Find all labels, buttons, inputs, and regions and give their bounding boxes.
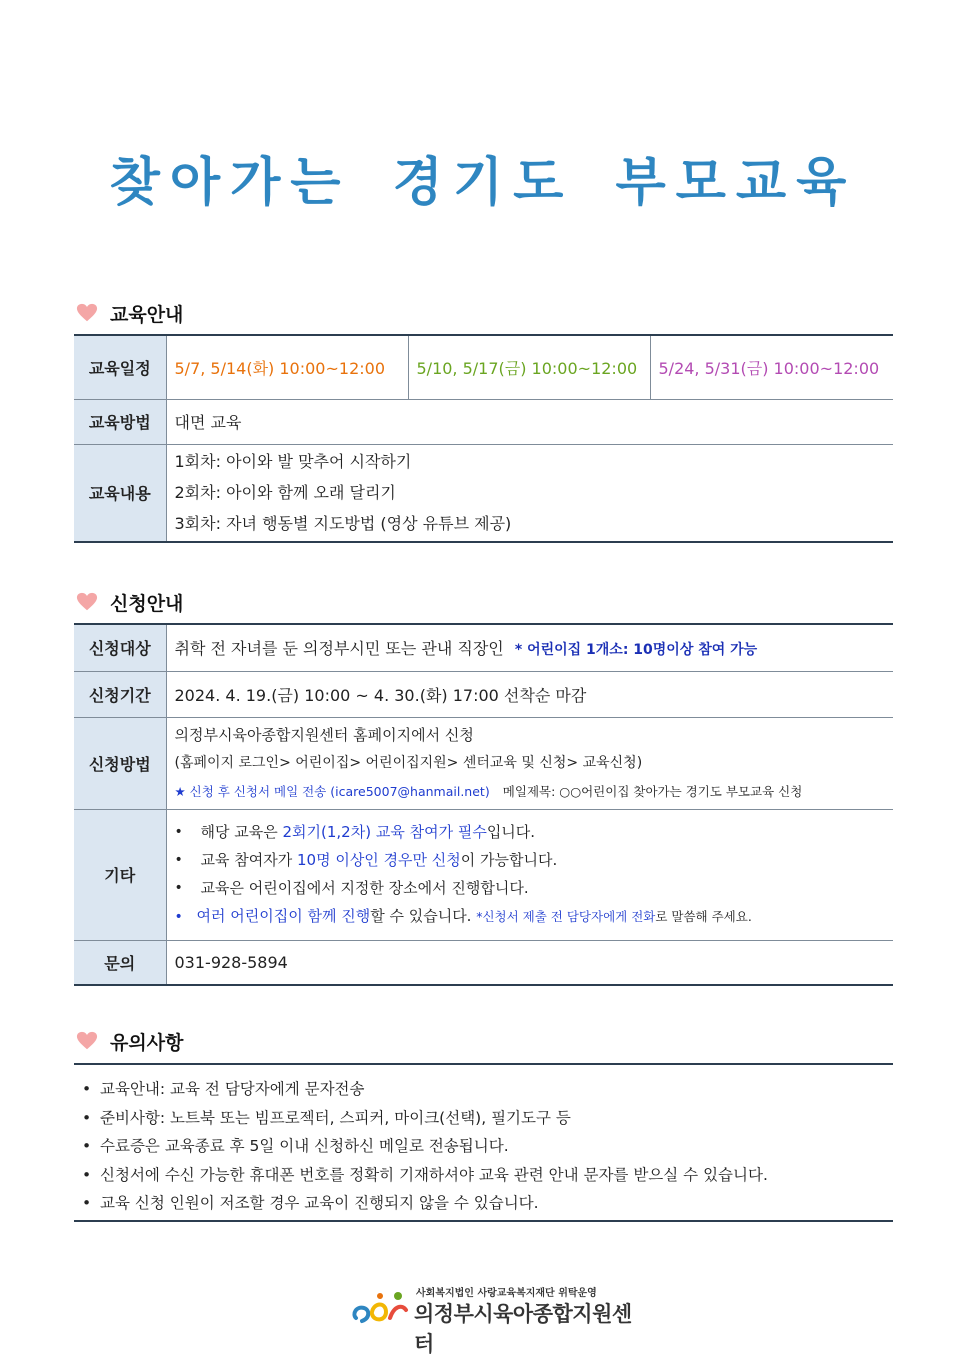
- page-title: 찾아가는 경기도 부모교육: [109, 153, 857, 213]
- note-item: • 준비사항: 노트북 또는 빔프로젝터, 스피커, 마이크(선택), 필기도구 등: [82, 1108, 571, 1127]
- apply-method-line: 의정부시육아종합지원센터 홈페이지에서 신청: [174, 725, 474, 744]
- center-logo-icon: [350, 1288, 412, 1332]
- method-value: 대면 교육: [166, 399, 893, 444]
- schedule-item: 5/24, 5/31(금) 10:00~12:00: [650, 335, 893, 399]
- target-row: [74, 624, 893, 671]
- contact-row: [74, 940, 893, 985]
- footer-logo: [350, 1282, 650, 1356]
- schedule-label: 교육일정: [74, 335, 166, 399]
- etc-value: [166, 809, 893, 940]
- heart-icon: [76, 302, 98, 324]
- target-label: 신청대상: [74, 624, 166, 671]
- email-instruction: ★ 신청 후 신청서 메일 전송 (icare5007@hanmail.net): [174, 783, 490, 799]
- etc-row: [74, 809, 893, 940]
- content-value: [166, 444, 893, 542]
- etc-item: • 교육 참여자가 10명 이상인 경우만 신청이 가능합니다.: [174, 851, 558, 869]
- footer-subtitle: 사회복지법인 사랑교육복지재단 위탁운영: [416, 1288, 597, 1299]
- content-line: 1회차: 아이와 발 맞추어 시작하기: [174, 452, 412, 472]
- schedule-item: 5/10, 5/17(금) 10:00~12:00: [408, 335, 650, 399]
- etc-item: • 여러 어린이집이 함께 진행할 수 있습니다. *신청서 제출 전 담당자에게 전화로 말씀해 주세요.: [174, 907, 752, 925]
- content-row: [74, 444, 893, 542]
- section-header-education: [76, 298, 183, 328]
- application-table: [74, 623, 893, 986]
- etc-item: • 해당 교육은 2회기(1,2차) 교육 참여가 필수입니다.: [174, 823, 536, 841]
- note-item: • 수료증은 교육종료 후 5일 이내 신청하신 메일로 전송됩니다.: [82, 1137, 509, 1155]
- target-value: [166, 624, 893, 671]
- section-header-notes: [76, 1026, 183, 1056]
- method-label: 교육방법: [74, 399, 166, 444]
- contact-value: 031-928-5894: [166, 940, 893, 985]
- method-row: [74, 399, 893, 444]
- period-label: 신청기간: [74, 671, 166, 717]
- target-text: 취학 전 자녀를 둔 의정부시민 또는 관내 직장인: [174, 639, 504, 659]
- period-value: 2024. 4. 19.(금) 10:00 ~ 4. 30.(화) 17:00 선착순 마감: [166, 671, 893, 717]
- section-title: 신청안내: [110, 592, 184, 615]
- heart-icon: [76, 591, 98, 613]
- apply-method-value: [166, 717, 893, 809]
- period-row: [74, 671, 893, 717]
- apply-method-row: [74, 717, 893, 809]
- target-note: * 어린이집 1개소: 10명이상 참여 가능: [514, 642, 758, 659]
- content-line: 2회차: 아이와 함께 오래 달리기: [174, 483, 396, 503]
- footer-center-name: 의정부시육아종합지원센터: [414, 1302, 632, 1356]
- apply-method-path: (홈페이지 로그인> 어린이집> 어린이집지원> 센터교육 및 신청> 교육신청): [174, 754, 643, 771]
- email-subject: 메일제목: ○○어린이집 찾아가는 경기도 부모교육 신청: [502, 783, 803, 799]
- section-title: 교육안내: [110, 303, 184, 326]
- etc-item: • 교육은 어린이집에서 지정한 장소에서 진행합니다.: [174, 879, 529, 897]
- schedule-row: [74, 335, 893, 399]
- education-table: [74, 334, 893, 543]
- content-label: 교육내용: [74, 444, 166, 542]
- contact-label: 문의: [74, 940, 166, 985]
- content-line: 3회차: 자녀 행동별 지도방법 (영상 유튜브 제공): [174, 514, 512, 534]
- etc-label: 기타: [74, 809, 166, 940]
- heart-icon: [76, 1030, 98, 1052]
- note-item: • 교육 신청 인원이 저조할 경우 교육이 진행되지 않을 수 있습니다.: [82, 1194, 539, 1212]
- note-item: • 교육안내: 교육 전 담당자에게 문자전송: [82, 1080, 365, 1098]
- section-title: 유의사항: [110, 1031, 184, 1054]
- apply-method-label: 신청방법: [74, 717, 166, 809]
- note-item: • 신청서에 수신 가능한 휴대폰 번호를 정확히 기재하셔야 교육 관련 안내 문자를 받으실 수 있습니다.: [82, 1165, 768, 1184]
- notes-box: [74, 1063, 893, 1222]
- section-header-application: [76, 587, 183, 617]
- schedule-item: 5/7, 5/14(화) 10:00~12:00: [166, 335, 408, 399]
- apply-method-email-line: [175, 777, 886, 806]
